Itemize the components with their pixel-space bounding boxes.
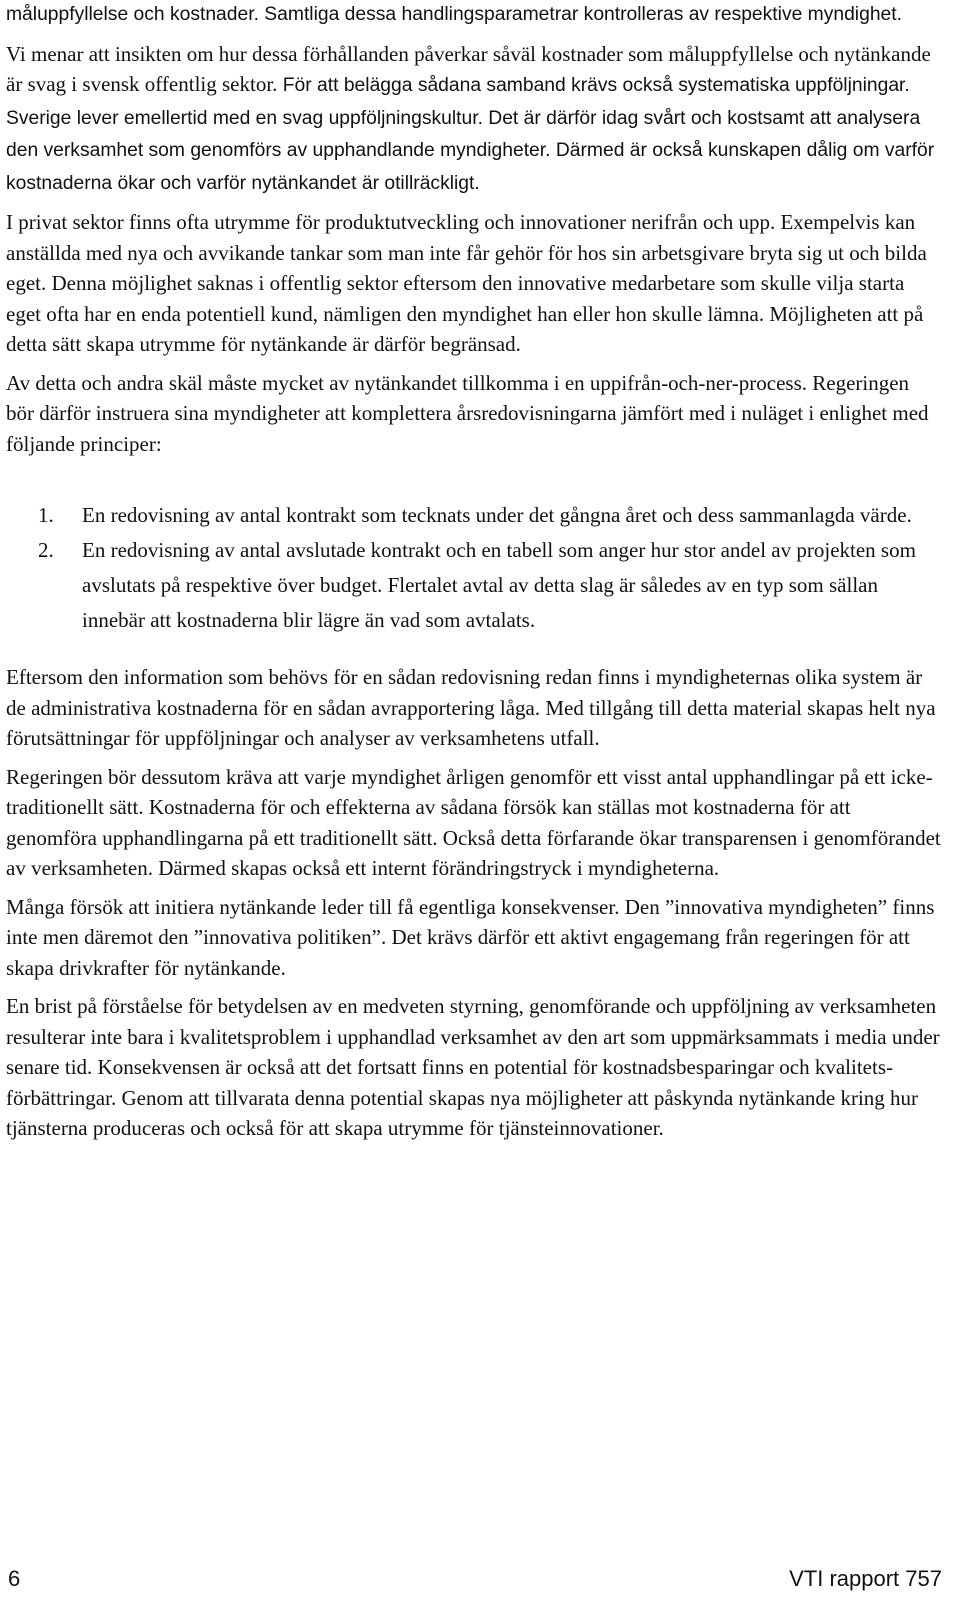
paragraph-7: En brist på förståelse för betydelsen av en medveten styrning, genomförande och uppföljning av verksamheten resulterar inte bara i kvalitetsproblem i upphandlad verksamhet av den art som uppmärksammats i media under senare tid. Konsekvensen är också att det fortsatt finns en potential för kostnadsbesparingar och kvalitets-förbättringar. Genom att tillvarata denna potential skapas nya möjligheter att påskynda nytänkande kring hur tjänsterna produceras och också för att skapa utrymme för tjänsteinnovationer.	[6, 994, 940, 1140]
list-item	[6, 533, 941, 638]
paragraph-1	[6, 39, 941, 200]
paragraph-3: Av detta och andra skäl måste mycket av nytänkandet tillkomma i en uppifrån-och-ner-process. Regeringen bör därför instruera sina myndigheter att komplettera årsredovisningarna jämfört med i nuläget i enlighet med följande principer:	[6, 370, 929, 456]
paragraph-2: I privat sektor finns ofta utrymme för produktutveckling och innovationer nerifrån och upp. Exempelvis kan anställda med nya och avvikande tankar som man inte får gehör för hos sin arbetsgivare bryta sig ut och bilda eget. Denna möjlighet saknas i offentlig sektor eftersom den innovative medarbetare som skulle vilja starta eget ofta har en enda potentiell kund, nämligen den myndighet han eller hon skulle lämna. Möjligheten att på detta sätt skapa utrymme för nytänkande är därför begränsad.	[6, 210, 927, 356]
paragraph-6: Många försök att initiera nytänkande leder till få egentliga konsekvenser. Den ”innovativa myndigheten” finns inte men däremot den ”innovativa politiken”. Det krävs därför ett aktivt engagemang från regeringen för att skapa drivkrafter för nytänkande.	[6, 894, 935, 980]
list-text: En redovisning av antal avslutade kontrakt och en tabell som anger hur stor andel av projekten som avslutats på respektive över budget. Flertalet avtal av detta slag är således av en typ som sällan innebär att kostnaderna blir lägre än vad som avtalats.	[82, 538, 916, 632]
list-number: 1.	[38, 503, 54, 527]
paragraph-0: måluppfyllelse och kostnader. Samtliga dessa handlingsparametrar kontrolleras av respektive myndighet.	[6, 4, 902, 25]
list-text: En redovisning av antal kontrakt som tecknats under det gångna året och dess sammanlagda värde.	[82, 503, 912, 527]
report-label: VTI rapport 757	[789, 1566, 942, 1591]
paragraph-1-sans-part: För att belägga sådana samband krävs också systematiska uppföljningar. Sverige lever emellertid med en svag uppföljningskultur. Det är därför idag svårt och kostsamt att analysera den verksamhet som genomförs av upphandlande myndigheter. Därmed är också kunskapen dålig om varför kostnaderna ökar och varför nytänkandet är otillräckligt.	[6, 75, 935, 194]
paragraph-1-serif-part: Vi menar att insikten om hur dessa förhållanden påverkar såväl kostnader som måluppfyllelse och nytänkande är svag i svensk offentlig sektor.	[6, 41, 931, 96]
list-number: 2.	[38, 538, 54, 562]
document-page	[6, 0, 941, 1144]
paragraph-5: Regeringen bör dessutom kräva att varje myndighet årligen genomför ett visst antal upphandlingar på ett icke-traditionellt sätt. Kostnaderna för och effekterna av sådana försök kan ställas mot kostnaderna för att genomföra upphandlingarna på ett traditionellt sätt. Också detta förfarande ökar transparensen i genomförandet av verksamheten. Därmed skapas också ett internt förändringstryck i myndigheterna.	[6, 764, 941, 880]
page-number: 6	[8, 1566, 21, 1591]
principles-list	[6, 498, 941, 638]
list-item	[6, 498, 941, 533]
paragraph-4: Eftersom den information som behövs för en sådan redovisning redan finns i myndigheternas olika system är de administrativa kostnaderna för en sådan avrapportering låga. Med tillgång till detta material skapas helt nya förutsättningar för uppföljningar och analyser av verksamhetens utfall.	[6, 665, 936, 750]
page-footer	[8, 1566, 942, 1592]
